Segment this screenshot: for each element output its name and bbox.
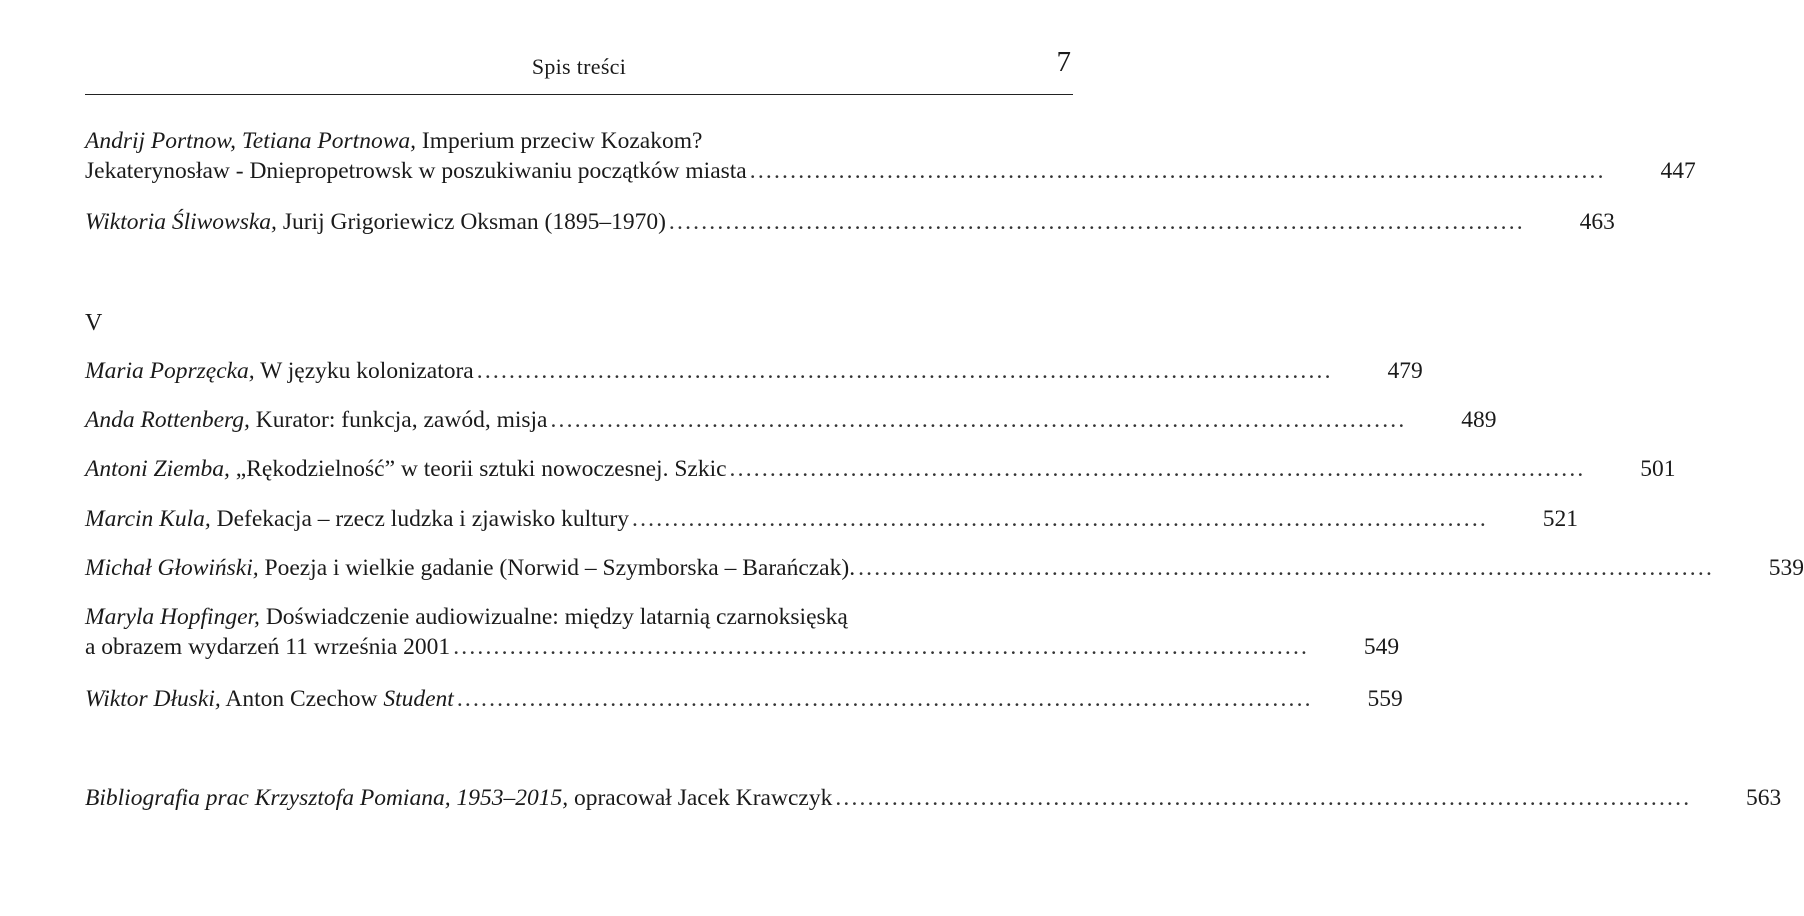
entry-page: 549 bbox=[1363, 634, 1400, 660]
toc-entry-glowinski bbox=[85, 553, 1804, 583]
toc-entry-kula bbox=[85, 504, 1578, 534]
header-page-number: 7 bbox=[1056, 46, 1071, 78]
entry-author: Maryla Hopfinger, bbox=[85, 604, 260, 630]
entry-page: 521 bbox=[1542, 506, 1578, 532]
toc-entry-ziemba bbox=[85, 454, 1676, 484]
entry-page: 563 bbox=[1746, 785, 1782, 811]
entry-title-continued: a obrazem wydarzeń 11 września 2001 bbox=[85, 634, 451, 660]
entry-title-italic: Student bbox=[383, 686, 454, 712]
entry-author: Maria Poprzęcka, bbox=[85, 358, 255, 384]
entry-author: Michał Głowiński, bbox=[85, 555, 259, 581]
entry-title-continued: Jekaterynosław - Dniepropetrowsk w poszukiwaniu początków miasta bbox=[85, 158, 747, 184]
bibliography-editor: opracował Jacek Krawczyk bbox=[573, 785, 833, 811]
leader-dots: .......................................................................................................... bbox=[749, 158, 1606, 184]
entry-page: 559 bbox=[1367, 686, 1403, 712]
toc-entry-poprzecka bbox=[85, 356, 1423, 386]
leader-dots: .......................................................................................................... bbox=[476, 358, 1333, 384]
toc-entry-bibliography bbox=[85, 783, 1782, 813]
entry-title: Imperium przeciw Kozakom? bbox=[421, 128, 703, 154]
entry-author: Antoni Ziemba, bbox=[85, 456, 230, 482]
entry-title: Poezja i wielkie gadanie (Norwid – Szymborska – Barańczak). bbox=[264, 555, 856, 581]
entry-author: Andrij Portnow, Tetiana Portnowa, bbox=[85, 128, 416, 154]
bibliography-title: Bibliografia prac Krzysztofa Pomiana, 1953–2015, bbox=[85, 785, 569, 811]
entry-page: 489 bbox=[1461, 407, 1497, 433]
entry-page: 501 bbox=[1640, 456, 1676, 482]
toc-entry-hopfinger bbox=[85, 602, 1400, 662]
entry-title: Defekacja – rzecz ludzka i zjawisko kultury bbox=[216, 506, 630, 532]
leader-dots: .......................................................................................................... bbox=[668, 209, 1525, 235]
entry-author: Wiktor Dłuski, bbox=[85, 686, 221, 712]
entry-title: Jurij Grigoriewicz Oksman (1895–1970) bbox=[282, 209, 666, 235]
toc-entry-portnow bbox=[85, 126, 1696, 186]
leader-dots: .......................................................................................................... bbox=[858, 555, 1715, 581]
entry-title: Anton Czechow bbox=[225, 686, 378, 712]
entry-title: Doświadczenie audiowizualne: między latarnią czarnoksięską bbox=[265, 604, 848, 630]
entry-title: Kurator: funkcja, zawód, misja bbox=[255, 407, 548, 433]
leader-dots: .......................................................................................................... bbox=[550, 407, 1407, 433]
toc-entry-dluski bbox=[85, 684, 1403, 714]
entry-author: Anda Rottenberg, bbox=[85, 407, 250, 433]
entry-title: „Rękodzielność” w teorii sztuki nowoczesnej. Szkic bbox=[235, 456, 727, 482]
entry-page: 447 bbox=[1660, 158, 1696, 184]
entry-page: 463 bbox=[1579, 209, 1615, 235]
leader-dots: .......................................................................................................... bbox=[632, 506, 1488, 532]
entry-author: Wiktoria Śliwowska, bbox=[85, 209, 277, 235]
header-title: Spis treści bbox=[531, 54, 627, 79]
toc-entry-rottenberg bbox=[85, 405, 1497, 435]
entry-page: 479 bbox=[1387, 358, 1423, 384]
entry-page: 539 bbox=[1768, 555, 1804, 581]
toc-entry-sliwowska bbox=[85, 207, 1615, 237]
entry-title: W języku kolonizatora bbox=[260, 358, 474, 384]
leader-dots: .......................................................................................................... bbox=[835, 785, 1692, 811]
leader-dots: .......................................................................................................... bbox=[453, 634, 1310, 660]
section-heading: V bbox=[85, 310, 103, 336]
leader-dots: .......................................................................................................... bbox=[456, 686, 1313, 712]
running-header bbox=[85, 42, 1073, 95]
leader-dots: .......................................................................................................... bbox=[729, 456, 1586, 482]
entry-author: Marcin Kula, bbox=[85, 506, 211, 532]
